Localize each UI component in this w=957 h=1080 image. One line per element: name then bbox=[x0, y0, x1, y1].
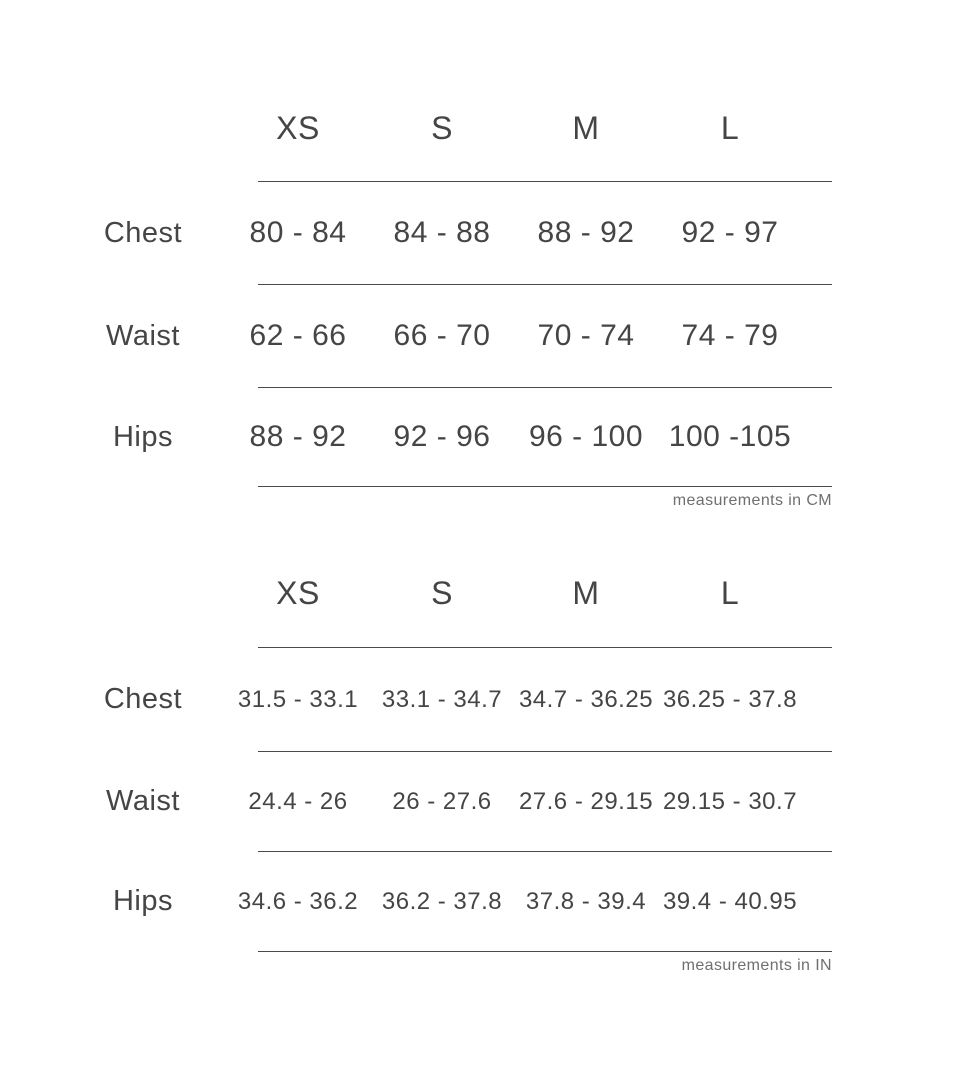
measurement-value: 92 - 96 bbox=[393, 420, 491, 453]
divider-line bbox=[258, 486, 832, 487]
measurement-value: 74 - 79 bbox=[681, 319, 779, 352]
size-table-cm bbox=[0, 86, 957, 510]
column-header-l: L bbox=[720, 110, 740, 146]
divider-line bbox=[258, 951, 832, 952]
table-row-hips-cm bbox=[0, 388, 957, 486]
table-row-waist-in bbox=[0, 752, 957, 851]
row-label-hips: Hips bbox=[112, 885, 173, 917]
column-header-xs: XS bbox=[276, 110, 320, 146]
table-row-waist-cm bbox=[0, 285, 957, 387]
size-table-in bbox=[0, 545, 957, 975]
header-spacer bbox=[0, 593, 226, 599]
measurement-value: 33.1 - 34.7 bbox=[381, 685, 503, 713]
unit-caption-in: measurements in IN bbox=[681, 957, 832, 974]
column-header-xs: XS bbox=[276, 574, 320, 611]
row-label-chest: Chest bbox=[103, 683, 183, 715]
column-header-l: L bbox=[720, 574, 740, 611]
column-header-m: M bbox=[572, 574, 600, 611]
measurement-value: 88 - 92 bbox=[249, 420, 347, 453]
measurement-value: 100 -105 bbox=[668, 420, 792, 453]
measurement-value: 66 - 70 bbox=[393, 319, 491, 352]
header-spacer bbox=[0, 129, 226, 139]
measurement-value: 84 - 88 bbox=[393, 216, 491, 249]
measurement-value: 92 - 97 bbox=[681, 216, 779, 249]
measurement-value: 37.8 - 39.4 bbox=[525, 887, 647, 915]
size-header-row-cm bbox=[0, 86, 957, 181]
unit-caption-cm: measurements in CM bbox=[672, 492, 832, 509]
table-row-chest-cm bbox=[0, 182, 957, 284]
table-row-hips-in bbox=[0, 852, 957, 951]
size-header-row-in bbox=[0, 545, 957, 647]
measurement-value: 70 - 74 bbox=[537, 319, 635, 352]
row-label-hips: Hips bbox=[112, 420, 173, 453]
column-header-s: S bbox=[431, 110, 453, 146]
row-label-waist: Waist bbox=[106, 319, 180, 352]
measurement-value: 88 - 92 bbox=[537, 216, 635, 249]
measurement-value: 34.7 - 36.25 bbox=[518, 685, 654, 713]
measurement-value: 36.25 - 37.8 bbox=[662, 685, 798, 713]
measurement-value: 27.6 - 29.15 bbox=[518, 787, 654, 815]
measurement-value: 29.15 - 30.7 bbox=[662, 787, 798, 815]
measurement-value: 36.2 - 37.8 bbox=[381, 887, 503, 915]
measurement-value: 34.6 - 36.2 bbox=[237, 887, 359, 915]
measurement-value: 31.5 - 33.1 bbox=[237, 685, 359, 713]
measurement-value: 26 - 27.6 bbox=[392, 787, 492, 815]
measurement-value: 24.4 - 26 bbox=[248, 787, 348, 815]
row-label-waist: Waist bbox=[106, 785, 180, 817]
measurement-value: 62 - 66 bbox=[249, 319, 347, 352]
measurement-value: 39.4 - 40.95 bbox=[662, 887, 798, 915]
measurement-value: 96 - 100 bbox=[528, 420, 644, 453]
column-header-m: M bbox=[572, 110, 600, 146]
row-label-chest: Chest bbox=[103, 216, 183, 249]
column-header-s: S bbox=[431, 574, 453, 611]
table-row-chest-in bbox=[0, 648, 957, 751]
measurement-value: 80 - 84 bbox=[249, 216, 347, 249]
